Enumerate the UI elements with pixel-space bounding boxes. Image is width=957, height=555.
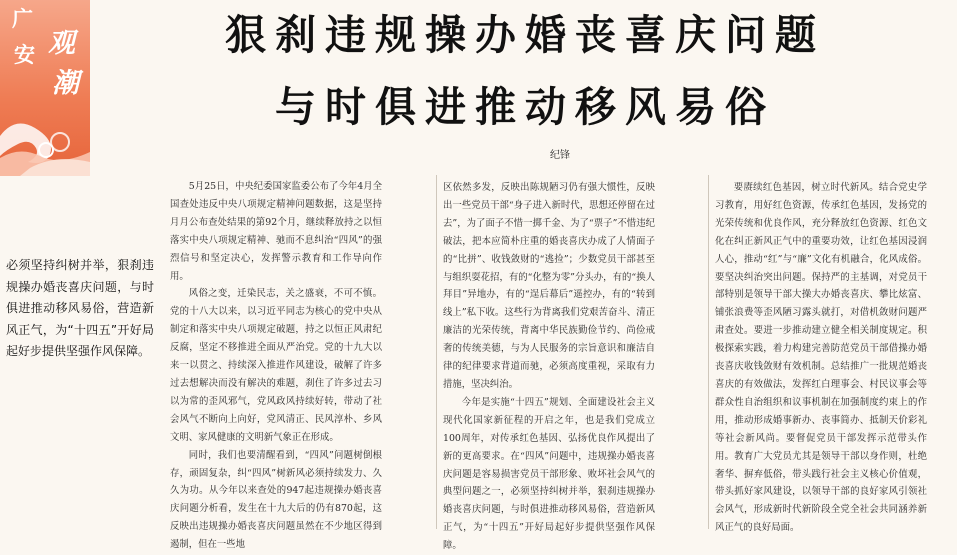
article-column-2	[443, 179, 655, 552]
column-divider	[436, 175, 437, 529]
author-byline: 纪锋	[550, 150, 570, 161]
paragraph: 要赓续红色基因，树立时代新风。结合党史学习教育，用好红色资源，传承红色基因，发扬党的光荣传统和优良作风，充分释放红色资源、红色文化在纠正新风正气中的重要功效，让红色基因浸润人心，推动“红”与“廉”文化有机融合，化风成俗。要坚决纠治突出问题。保持严的主基调，对党员干部特别是领导干部大操大办婚丧喜庆、攀比炫富、铺张浪费等歪风陋习露头就打，对借机敛财问题严肃查处。要进一步推动建立健全相关制度规定。积极探索实践，着力构建完善防范党员干部借操办婚丧喜庆收钱敛财有效机制。总结推广一批规范婚丧喜庆的有效做法，发挥红白理事会、村民议事会等群众性自治组织和议事机制在加强制度约束上的作用，推动形成婚事新办、丧事简办、抵制天价彩礼等社会新风尚。要督促党员干部发挥示范带头作用。教育广大党员尤其是领导干部以身作则，杜绝奢华、摒弃低俗，带头践行社会主义核心价值观，带头抓好家风建设，以领导干部的良好家风引领社会风气，形成新时代新阶段全党全社会共同涵养新风正气的良好局面。	[715, 182, 927, 534]
article-column-1	[170, 178, 382, 551]
logo-char-an: 安	[14, 42, 35, 67]
headline-line-2: 与时俱进推动移风易俗	[275, 83, 775, 131]
headline-line-1: 狠刹违规操办婚丧喜庆问题	[225, 11, 825, 59]
logo-char-chao: 潮	[52, 68, 79, 99]
column-logo	[0, 0, 90, 176]
paragraph: 同时，我们也要清醒看到，“四风”问题树倒根存，顽固复杂，纠“四风”树新风必须持续发力、久久为功。从今年以来查处的947起违规操办婚丧喜庆问题分析看，发生在十九大后的仍有870起，这反映出违规操办婚丧喜庆问题虽然在不少地区得到遏制，但在一些地	[170, 449, 382, 551]
wave-decoration-icon	[0, 106, 90, 176]
paragraph: 今年是实施“十四五”规划、全面建设社会主义现代化国家新征程的开启之年，也是我们党成立100周年，对传承红色基因、弘扬优良作风提出了新的更高要求。在“四风”问题中，违规操办婚丧喜庆问题是容易损害党员干部形象、败坏社会风气的典型问题之一，必须坚持纠树并举，狠刹违规操办婚丧喜庆问题，与时俱进推动移风易俗，营造新风正气，为“十四五”开好局起好步提供坚强作风保障。	[443, 396, 655, 552]
article-column-3	[715, 179, 927, 534]
paragraph: 区依然多发，反映出陈规陋习仍有强大惯性，反映出一些党员干部“身子进入新时代，思想还停留在过去”，为了面子不惜一掷千金、为了“票子”不惜违纪破法，把本应简朴庄重的婚丧喜庆办成了人情面子的“比拼”、收钱敛财的“逃捡”；少数党员干部甚至与组织耍花招，有的“化整为零”分头办，有的“换人拜目”异地办，有的“逞后幕后”遥控办，有的“转到线上”私下收。这些行为背离我们党艰苦奋斗、清正廉洁的光荣传统，背离中华民族勤俭节约、尚俭戒奢的传统美德，与为人民服务的宗旨意识和廉洁自律的纪律要求背道而驰，必须高度重视，采取有力措施，坚决纠治。	[443, 182, 655, 390]
paragraph: 5月25日，中央纪委国家监委公布了今年4月全国查处违反中央八项规定精神问题数据，这是坚持月月公布查处结果的第92个月，继续释放持之以恒落实中央八项规定精神、驰而不息纠治“四风”的强烈信号和坚定决心，发挥警示教育和工作导向作用。	[170, 181, 382, 282]
paragraph: 风俗之变，迁染民志，关之盛衰，不可不慎。党的十八大以来，以习近平同志为核心的党中央从制定和落实中央八项规定破题，持之以恒正风肃纪反腐，坚定不移推进全面从严治党。党的十九大以来一以贯之、持续深入推进作风建设，破解了许多过去想解决而没有解决的难题，刹住了许多过去习以为常的歪风邪气，党风政风持续好转，带动了社会风气不断向上向好，党风清正、民风淳朴、乡风文明、家风健康的文明新气象正在形成。	[170, 288, 382, 443]
lead-summary: 必须坚持纠树并举，狠刹违规操办婚丧喜庆问题，与时俱进推动移风易俗，营造新风正气，为“十四五”开好局起好步提供坚强作风保障。	[6, 258, 154, 358]
column-divider	[708, 175, 709, 529]
logo-char-guang: 广	[12, 6, 33, 31]
logo-char-guan: 观	[48, 28, 75, 59]
